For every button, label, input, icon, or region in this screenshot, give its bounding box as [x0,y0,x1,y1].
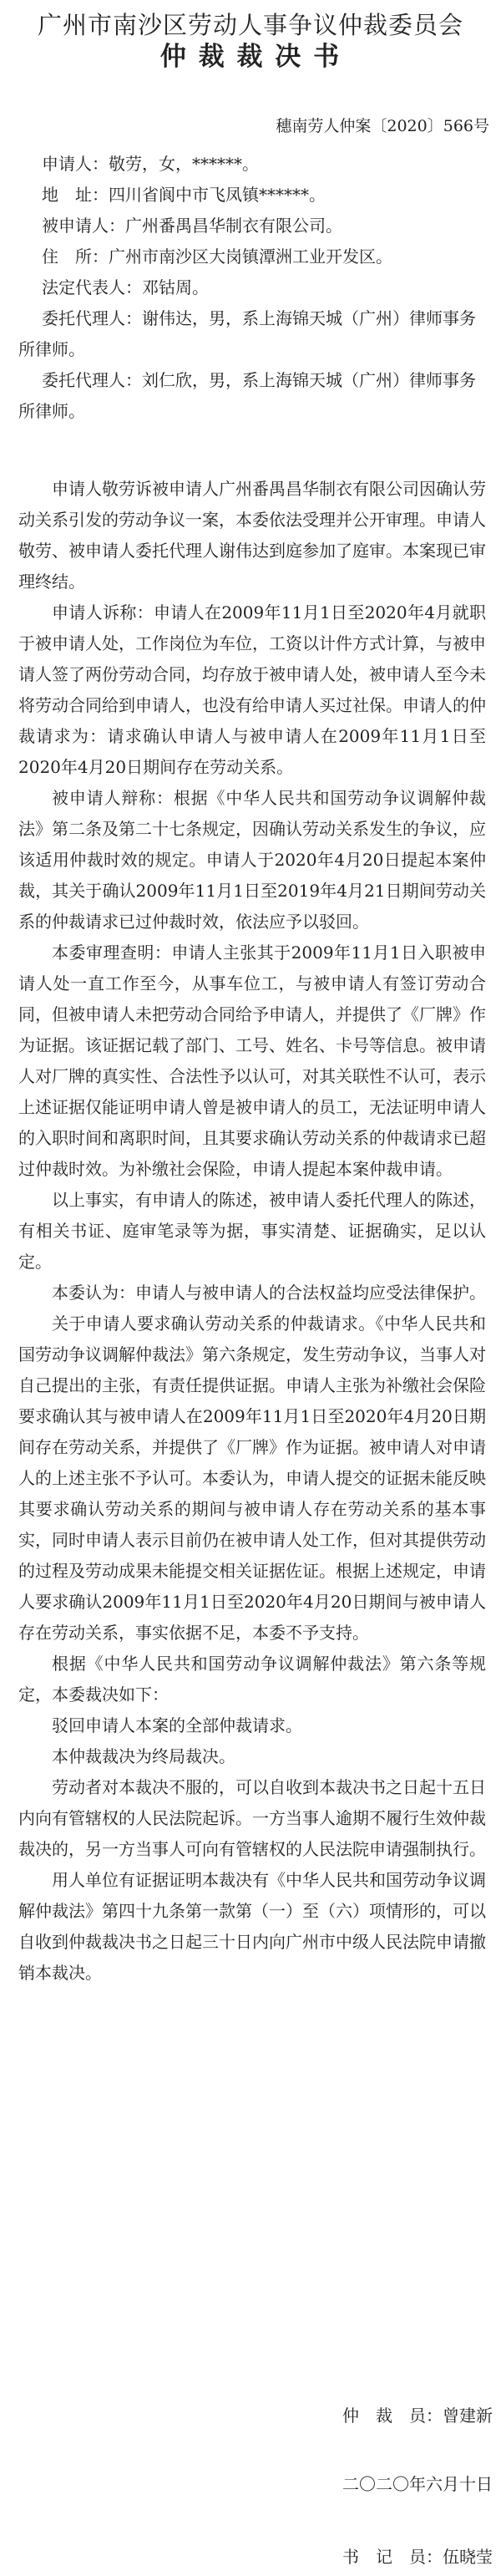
respondent-defense-paragraph: 被申请人辩称：根据《中华人民共和国劳动争议调解仲裁法》第二条及第二十七条规定，因确认劳动关系发生的争议，应该适用仲裁时效的规定。申请人于2020年4月20日提起本案仲裁，其关于确认2009年11月1日至2019年4月21日期间劳动关系的仲裁请求已过仲裁时效，依法应予以驳回。 [18,788,486,932]
appeal-notice-paragraph: 劳动者对本裁决不服的，可以自收到本裁决书之日起十五日内向有管辖权的人民法院起诉。一方当事人逾期不履行生效仲裁裁决的，另一方当事人可向有管辖权的人民法院申请强制执行。 [18,1777,486,1859]
party-legal-representative: 法定代表人：邓钴周。 [42,277,209,297]
issuing-organization: 广州市南沙区劳动人事争议仲裁委员会 [37,11,463,39]
finality-statement: 本仲裁裁决为终局裁决。 [52,1746,235,1766]
ruling-basis-paragraph: 根据《中华人民共和国劳动争议调解仲裁法》第六条等规定，本委裁决如下： [18,1654,486,1705]
applicant-claim-paragraph: 申请人诉称：申请人在2009年11月1日至2020年4月就职于被申请人处，工作岗位为车位，工资以计件方式计算，与被申请人签了两份劳动合同，均存放于被申请人处，被申请人至今未将劳动合同给到申请人，也没有给申请人买过社保。申请人的仲裁请求为：请求确认申请人与被申请人在2009年11月1日至2020年4月20日期间存在劳动关系。 [18,602,486,777]
award-date: 二〇二〇年六月十日 [342,2474,493,2494]
arbitrator-signature: 仲 裁 员：曾建新 [342,2406,493,2426]
party-respondent-domicile: 住 所：广州市南沙区大岗镇潭洲工业开发区。 [42,246,392,267]
document-body [18,149,486,1989]
case-summary-paragraph: 申请人敬劳诉被申请人广州番禺昌华制衣有限公司因确认劳动关系引发的劳动争议一案，本委依法受理并公开审理。申请人敬劳、被申请人委托代理人谢伟达到庭参加了庭审。本案现已审理终结。 [18,479,486,592]
opinion-intro-paragraph: 本委认为：申请人与被申请人的合法权益均应受法律保护。 [52,1283,486,1303]
party-agent-2: 委托代理人：刘仁欣，男，系上海锦天城（广州）律师事务所律师。 [18,370,476,421]
party-applicant-address: 地 址：四川省阆中市飞凤镇******。 [42,185,326,205]
evidence-paragraph: 以上事实，有申请人的陈述，被申请人委托代理人的陈述，有相关书证、庭审笔录等为据，事实清楚、证据确实，足以认定。 [18,1190,486,1272]
opinion-analysis-paragraph: 关于申请人要求确认劳动关系的仲裁请求。《中华人民共和国劳动争议调解仲裁法》第六条规定，发生劳动争议，当事人对自己提出的主张，有责任提供证据。申请人主张为补缴社会保险要求确认其与被申请人在2009年11月1日至2020年4月20日期间存在劳动关系，并提供了《厂牌》作为证据。被申请人对申请人的上述主张不予认可。本委认为，申请人提交的证据未能反映其要求确认劳动关系的期间与被申请人存在劳动关系的基本事实，同时申请人表示目前仍在被申请人处工作，但对其提供劳动的过程及劳动成果未能提交相关证据佐证。根据上述规定，申请人要求确认2009年11月1日至2020年4月20日期间与被申请人存在劳动关系，事实依据不足，本委不予支持。 [18,1313,486,1643]
party-agent-1: 委托代理人：谢伟达，男，系上海锦天城（广州）律师事务所律师。 [18,308,476,359]
case-number: 穗南劳人仲案〔2020〕566号 [276,117,489,135]
revocation-notice-paragraph: 用人单位有证据证明本裁决有《中华人民共和国劳动争议调解仲裁法》第四十九条第一款第（一）至（六）项情形的，可以自收到仲裁裁决书之日起三十日内向广州市中级人民法院申请撤销本裁决。 [18,1870,486,1983]
clerk-signature: 书 记 员：伍晓莹 [342,2547,493,2567]
ruling-item: 驳回申请人本案的全部仲裁请求。 [52,1715,302,1735]
party-applicant: 申请人：敬劳，女，******。 [42,154,259,174]
party-respondent: 被申请人：广州番禺昌华制衣有限公司。 [42,216,342,236]
document-title: 仲 裁 裁 决 书 [159,42,342,72]
section-gap [18,427,486,474]
facts-found-paragraph: 本委审理查明：申请人主张其于2009年11月1日入职被申请人处一直工作至今，从事车位工，与被申请人有签订劳动合同，但被申请人未把劳动合同给予申请人，并提供了《厂牌》作为证据。该证据记载了部门、工号、姓名、卡号等信息。被申请人对厂牌的真实性、合法性予以认可，对其关联性不认可，表示上述证据仅能证明申请人曾是被申请人的员工，无法证明申请人的入职时间和离职时间，且其要求确认劳动关系的仲裁请求已超过仲裁时效。为补缴社会保险，申请人提起本案仲裁申请。 [18,943,486,1179]
